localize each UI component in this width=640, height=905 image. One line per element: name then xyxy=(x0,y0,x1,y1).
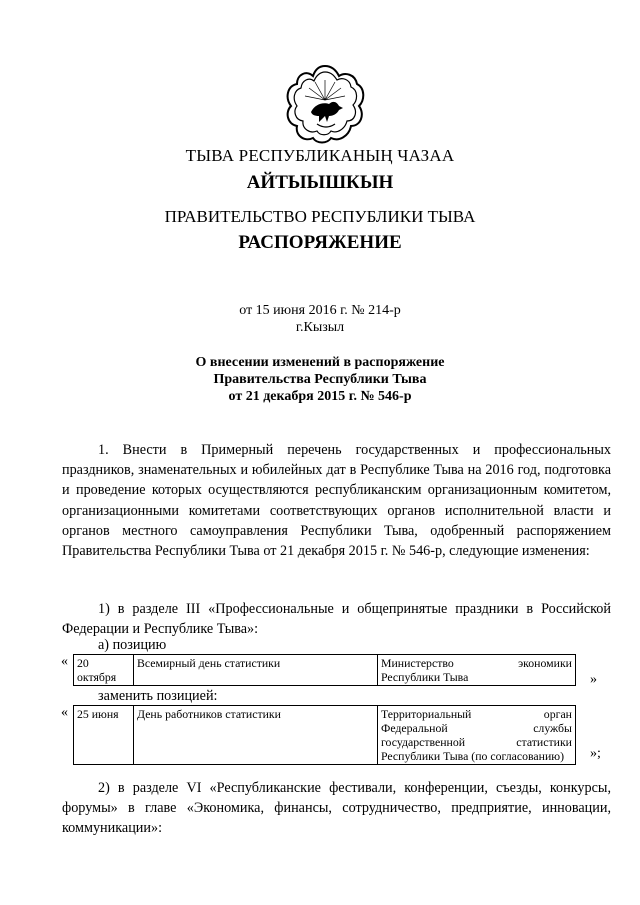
subject-line-3: от 21 декабря 2015 г. № 546-р xyxy=(228,389,412,404)
table-row xyxy=(74,655,576,686)
paragraph-section-6: 2) в разделе VI «Республиканские фестивали, конференции, съезды, конкурсы, форумы» в главе «Экономика, финансы, сотрудничество, предприятие, инновации, коммуникации»: xyxy=(62,780,611,837)
subject-line-1: О внесении изменений в распоряжение xyxy=(195,355,445,370)
table-new-position xyxy=(73,705,576,765)
document-city: г.Кызыл xyxy=(295,320,345,335)
table-row xyxy=(74,706,576,765)
old-date-cell: 20 октября xyxy=(74,655,134,686)
header-order-type: РАСПОРЯЖЕНИЕ xyxy=(238,232,402,253)
new-date-cell: 25 июня xyxy=(74,706,134,765)
table-old-position xyxy=(73,654,576,686)
old-org-cell: Министерство экономики Республики Тыва xyxy=(378,655,576,686)
quote-open-new: « xyxy=(61,705,68,720)
header-tuvan-order: АЙТЫЫШКЫН xyxy=(246,172,394,193)
new-event-cell: День работников статистики xyxy=(134,706,378,765)
tuva-emblem-icon xyxy=(283,62,367,146)
document-subject xyxy=(0,354,640,405)
quote-close-new: »; xyxy=(590,746,601,761)
new-org-cell: Территориальный орган Федеральной службы государственной статистики Республики Тыва (по согласованию) xyxy=(378,706,576,765)
document-date: от 15 июня 2016 г. № 214-р xyxy=(239,303,401,318)
replace-label: заменить позицией: xyxy=(98,688,218,704)
old-event-cell: Всемирный день статистики xyxy=(134,655,378,686)
item-a-label: а) позицию xyxy=(98,637,167,653)
quote-close-old: » xyxy=(590,672,597,687)
subject-line-2: Правительства Республики Тыва xyxy=(213,372,427,387)
quote-open-old: « xyxy=(61,654,68,669)
paragraph-1: 1. Внести в Примерный перечень государственных и профессиональных праздников, знаменательных и юбилейных дат в Республике Тыва на 2016 год, подготовка и проведение которых осуществляются республиканским организационным комитетом, организационными комитетами соответствующих органов исполнительной власти и органов местного самоуправления Республики Тыва, одобренный распоряжением Правительства Республики Тыва от 21 декабря 2015 г. № 546-р, следующие изменения: xyxy=(62,442,611,560)
header-government: ПРАВИТЕЛЬСТВО РЕСПУБЛИКИ ТЫВА xyxy=(164,207,476,226)
paragraph-section-3: 1) в разделе III «Профессиональные и общепринятые праздники в Российской Федерации и Республике Тыва»: xyxy=(62,601,611,638)
header-tuvan-government: ТЫВА РЕСПУБЛИКАНЫҢ ЧАЗАА xyxy=(185,146,455,165)
